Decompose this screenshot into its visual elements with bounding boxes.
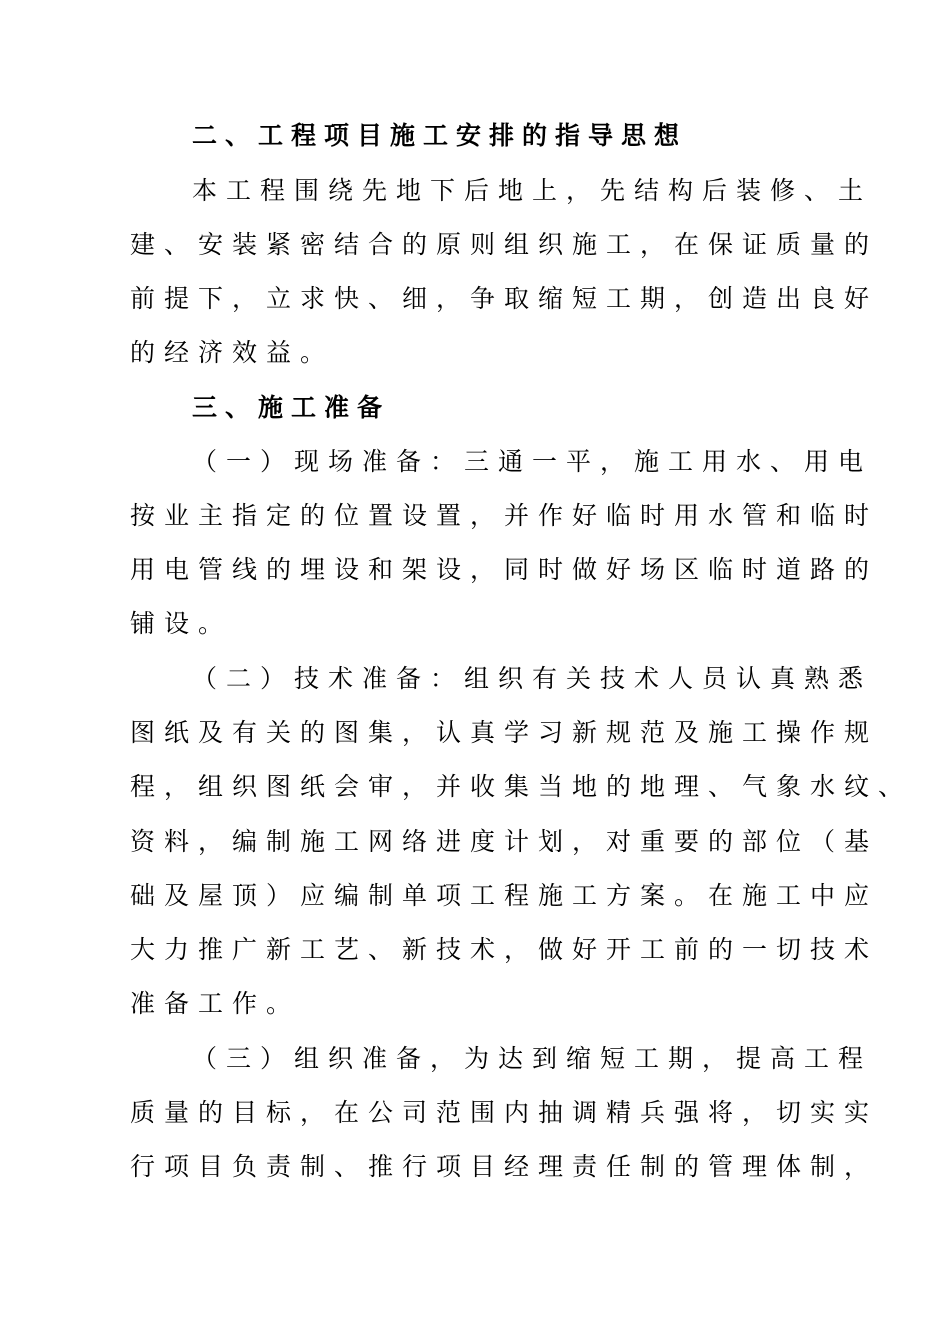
paragraph-line: 大力推广新工艺、新技术，做好开工前的一切技术 — [130, 935, 879, 964]
paragraph-line: 本工程围绕先地下后地上，先结构后装修、土 — [192, 176, 873, 205]
paragraph-line: 资料，编制施工网络进度计划，对重要的部位（基 — [130, 827, 879, 856]
paragraph-line: （二）技术准备：组织有关技术人员认真熟悉 — [192, 664, 873, 693]
paragraph-line: 质量的目标，在公司范围内抽调精兵强将，切实实 — [130, 1098, 879, 1127]
paragraph-line: 按业主指定的位置设置，并作好临时用水管和临时 — [130, 501, 879, 530]
section-heading-construction-preparation: 三、施工准备 — [192, 393, 391, 422]
paragraph-line: 用电管线的埋设和架设，同时做好场区临时道路的 — [130, 555, 879, 584]
paragraph-line: 的经济效益。 — [130, 338, 335, 367]
paragraph-line: 行项目负责制、推行项目经理责任制的管理体制， — [130, 1152, 879, 1181]
paragraph-line: 图纸及有关的图集，认真学习新规范及施工操作规 — [130, 718, 879, 747]
paragraph-line: 铺设。 — [130, 609, 233, 638]
paragraph-line: 准备工作。 — [130, 989, 301, 1018]
section-heading-guiding-ideology: 二、工程项目施工安排的指导思想 — [192, 121, 688, 150]
paragraph-line: 建、安装紧密结合的原则组织施工，在保证质量的 — [130, 230, 879, 259]
paragraph-line: 程，组织图纸会审，并收集当地的地理、气象水纹、 — [130, 772, 913, 801]
paragraph-line: 前提下，立求快、细，争取缩短工期，创造出良好 — [130, 284, 879, 313]
paragraph-line: （三）组织准备，为达到缩短工期，提高工程 — [192, 1044, 873, 1073]
paragraph-line: （一）现场准备：三通一平，施工用水、用电 — [192, 447, 873, 476]
paragraph-line: 础及屋顶）应编制单项工程施工方案。在施工中应 — [130, 881, 879, 910]
